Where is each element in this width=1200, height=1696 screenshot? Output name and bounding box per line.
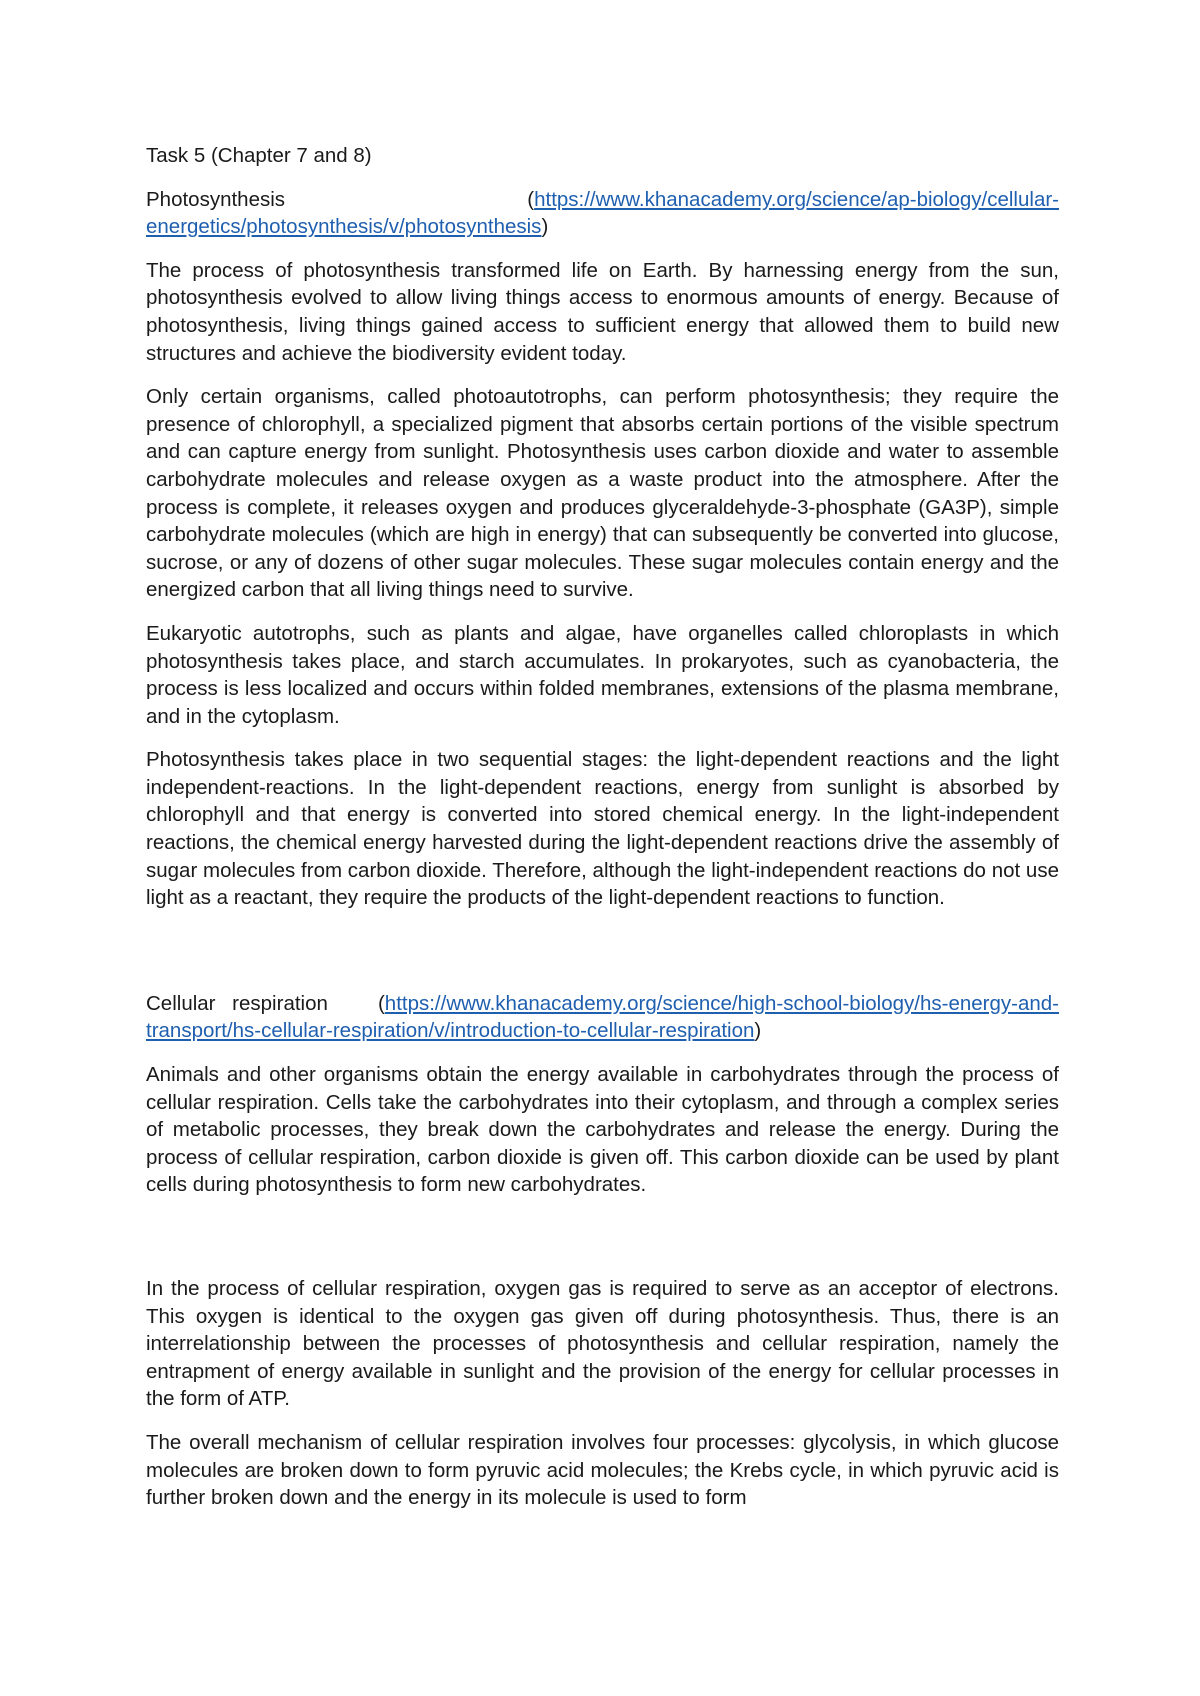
respiration-paragraph: Animals and other organisms obtain the energy available in carbohydrates through the process of cellular respiration. Cells take the carbohydrates into their cytoplasm, and through a complex series of metabolic processes, they break down the carbohydrates and release the energy. During the process of cellular respiration, carbon dioxide is given off. This carbon dioxide can be used by plant cells during photosynthesis to form new carbohydrates. — [146, 1063, 1059, 1197]
page-title: Task 5 (Chapter 7 and 8) — [146, 144, 372, 167]
document-page — [146, 142, 1059, 1528]
photosynthesis-paragraph: Photosynthesis takes place in two sequential stages: the light-dependent reactions and the light independent-reactions. In the light-dependent reactions, energy from sunlight is absorbed by chlorophyll and that energy is converted into stored chemical energy. In the light-independent reactions, the chemical energy harvested during the light-dependent reactions drive the assembly of sugar molecules from carbon dioxide. Therefore, although the light-independent reactions do not use light as a reactant, they require the products of the light-dependent reactions to function. — [146, 748, 1059, 910]
photosynthesis-heading-line: Photosynthesis (https://www.khanacademy.org/science/ap-biology/cellular-energetics/photosynthesis/v/photosynthesis) — [146, 187, 1059, 239]
respiration-heading: Cellular respiration — [146, 991, 328, 1015]
section-spacer — [146, 928, 1059, 990]
respiration-heading-line: Cellular respiration (https://www.khanacademy.org/science/high-school-biology/hs-energy-and-transport/hs-cellular-respiration/v/introduction-to-cellular-respiration) — [146, 991, 1059, 1043]
photosynthesis-paragraph: The process of photosynthesis transformed life on Earth. By harnessing energy from the sun, photosynthesis evolved to allow living things access to enormous amounts of energy. Because of photosynthesis, living things gained access to sufficient energy that allowed them to build new structures and achieve the biodiversity evident today. — [146, 258, 1059, 365]
respiration-video-link[interactable]: https://www.khanacademy.org/science/high-school-biology/hs-energy-and-transport/hs-cellular-respiration/v/introduction-to-cellular-respiration — [146, 991, 1059, 1043]
respiration-paragraph: The overall mechanism of cellular respiration involves four processes: glycolysis, in which glucose molecules are broken down to form pyruvic acid molecules; the Krebs cycle, in which pyruvic acid is further broken down and the energy in its molecule is used to form — [146, 1430, 1059, 1510]
respiration-paragraph: In the process of cellular respiration, oxygen gas is required to serve as an acceptor of electrons. This oxygen is identical to the oxygen gas given off during photosynthesis. Thus, there is an interrelationship between the processes of photosynthesis and cellular respiration, namely the entrapment of energy available in sunlight and the provision of the energy for cellular processes in the form of ATP. — [146, 1277, 1059, 1411]
photosynthesis-video-link[interactable]: https://www.khanacademy.org/science/ap-biology/cellular-energetics/photosynthesis/v/photosynthesis — [146, 187, 1059, 239]
photosynthesis-paragraph: Only certain organisms, called photoautotrophs, can perform photosynthesis; they require the presence of chlorophyll, a specialized pigment that absorbs certain portions of the visible spectrum and can capture energy from sunlight. Photosynthesis uses carbon dioxide and water to assemble carbohydrate molecules and release oxygen as a waste product into the atmosphere. After the process is complete, it releases oxygen and produces glyceraldehyde-3-phosphate (GA3P), simple carbohydrate molecules (which are high in energy) that can subsequently be converted into glucose, sucrose, or any of dozens of other sugar molecules. These sugar molecules contain energy and the energized carbon that all living things need to survive. — [146, 385, 1059, 602]
photosynthesis-paragraph: Eukaryotic autotrophs, such as plants and algae, have organelles called chloroplasts in which photosynthesis takes place, and starch accumulates. In prokaryotes, such as cyanobacteria, the process is less localized and occurs within folded membranes, extensions of the plasma membrane, and in the cytoplasm. — [146, 621, 1059, 728]
paragraph-spacer — [146, 1215, 1059, 1275]
photosynthesis-heading: Photosynthesis — [146, 187, 286, 211]
